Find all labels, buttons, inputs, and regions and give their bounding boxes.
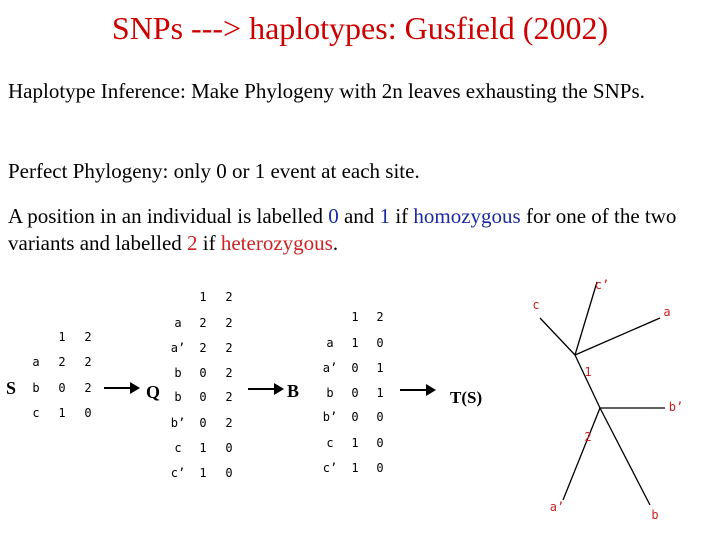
matrix-b-col: 2 [376, 310, 384, 324]
tree-edge [575, 355, 600, 408]
matrix-s-col: 2 [84, 330, 92, 344]
matrix-q-row-name: a’ [170, 341, 186, 355]
value-1: 1 [379, 204, 391, 228]
matrix-b-row-name: a’ [322, 361, 338, 375]
tree-edge [540, 318, 575, 355]
matrix-s-label: S [6, 378, 17, 398]
tree-leaf: a’ [549, 500, 565, 514]
matrix-s-cell: 2 [84, 381, 92, 395]
matrix-q-row-name: b’ [170, 416, 186, 430]
matrix-q-cell: 0 [199, 366, 207, 380]
matrix-q-cell: 2 [199, 341, 207, 355]
paragraph-haplotype-inference: Haplotype Inference: Make Phylogeny with 2n leaves exhausting the SNPs. [8, 79, 645, 103]
matrix-q-row-name: b [174, 390, 182, 404]
matrix-q-cell: 2 [225, 316, 233, 330]
tree-leaf: a [663, 305, 671, 319]
heterozygous-term: heterozygous [220, 231, 333, 255]
matrix-b-cell: 0 [351, 361, 359, 375]
matrix-b-cell: 1 [351, 336, 359, 350]
matrix-b-cell: 1 [376, 386, 384, 400]
matrix-q-cell: 2 [225, 366, 233, 380]
matrix-b-cell: 0 [376, 461, 384, 475]
tree-leaf: b’ [668, 400, 684, 414]
text-seg: if [197, 231, 221, 255]
matrix-b-cell: 0 [376, 410, 384, 424]
matrix-s-row-name: b [32, 381, 40, 395]
tree-leaf: c [532, 298, 540, 312]
matrix-s-row-name: c [32, 406, 40, 420]
homozygous-term: homozygous [413, 204, 521, 228]
matrix-q-cell: 0 [225, 441, 233, 455]
matrix-s-cell: 1 [58, 406, 66, 420]
matrix-q-cell: 2 [199, 316, 207, 330]
matrix-s-col: 1 [58, 330, 66, 344]
matrix-b-cell: 0 [376, 336, 384, 350]
tree-label: T(S) [450, 388, 483, 407]
matrix-q-cell: 2 [225, 416, 233, 430]
matrix-b-cell: 0 [376, 436, 384, 450]
text-seg: and [338, 204, 380, 228]
tree-leaf: c’ [594, 278, 610, 292]
text-seg: . [332, 231, 339, 255]
tree-edge-label: 1 [584, 365, 592, 379]
matrix-q-cell: 0 [199, 416, 207, 430]
matrix-s-cell: 0 [58, 381, 66, 395]
matrix-b-row-name: a [326, 336, 334, 350]
value-2: 2 [187, 231, 198, 255]
tree-edge [600, 408, 650, 505]
matrix-b-cell: 1 [376, 361, 384, 375]
text-seg: if [390, 204, 414, 228]
matrix-s-cell: 2 [58, 355, 66, 369]
matrix-q-row-name: b [174, 366, 182, 380]
paragraph-perfect-phylogeny: Perfect Phylogeny: only 0 or 1 event at each site. [8, 159, 420, 183]
tree-edge [563, 408, 600, 500]
matrix-q-row-name: c [174, 441, 182, 455]
slide-title: SNPs ---> haplotypes: Gusfield (2002) [111, 10, 609, 46]
tree-leaf: b [651, 508, 659, 522]
matrix-b-cell: 1 [351, 461, 359, 475]
tree-edge [575, 282, 597, 355]
matrix-b-row-name: b [326, 386, 334, 400]
matrix-q-cell: 0 [225, 466, 233, 480]
matrix-q-label: Q [146, 382, 161, 402]
tree-edge [575, 318, 660, 355]
matrix-q-row-name: a [174, 316, 182, 330]
matrix-q-cell: 1 [199, 466, 207, 480]
matrix-b-col: 1 [351, 310, 359, 324]
matrix-b-row-name: b’ [322, 410, 338, 424]
tree-edge-label: 2 [584, 430, 592, 444]
matrix-q-cell: 2 [225, 390, 233, 404]
matrix-q-cell: 0 [199, 390, 207, 404]
matrix-b-cell: 0 [351, 410, 359, 424]
matrix-q-cell: 1 [199, 441, 207, 455]
matrix-b-label: B [287, 381, 300, 401]
matrix-q-row-name: c’ [170, 466, 186, 480]
matrix-q-col: 2 [225, 290, 233, 304]
text-seg: A position in an individual is labelled [8, 204, 329, 228]
value-0: 0 [328, 204, 339, 228]
matrix-s-cell: 2 [84, 355, 92, 369]
matrix-b-cell: 1 [351, 436, 359, 450]
matrix-s-cell: 0 [84, 406, 92, 420]
matrix-b-row-name: c [326, 436, 334, 450]
text-seg: for one of the two variants and labelled [8, 204, 677, 255]
matrix-q-col: 1 [199, 290, 207, 304]
matrix-s-row-name: a [32, 355, 40, 369]
matrix-q-cell: 2 [225, 341, 233, 355]
matrix-b-cell: 0 [351, 386, 359, 400]
matrix-b-row-name: c’ [322, 461, 338, 475]
